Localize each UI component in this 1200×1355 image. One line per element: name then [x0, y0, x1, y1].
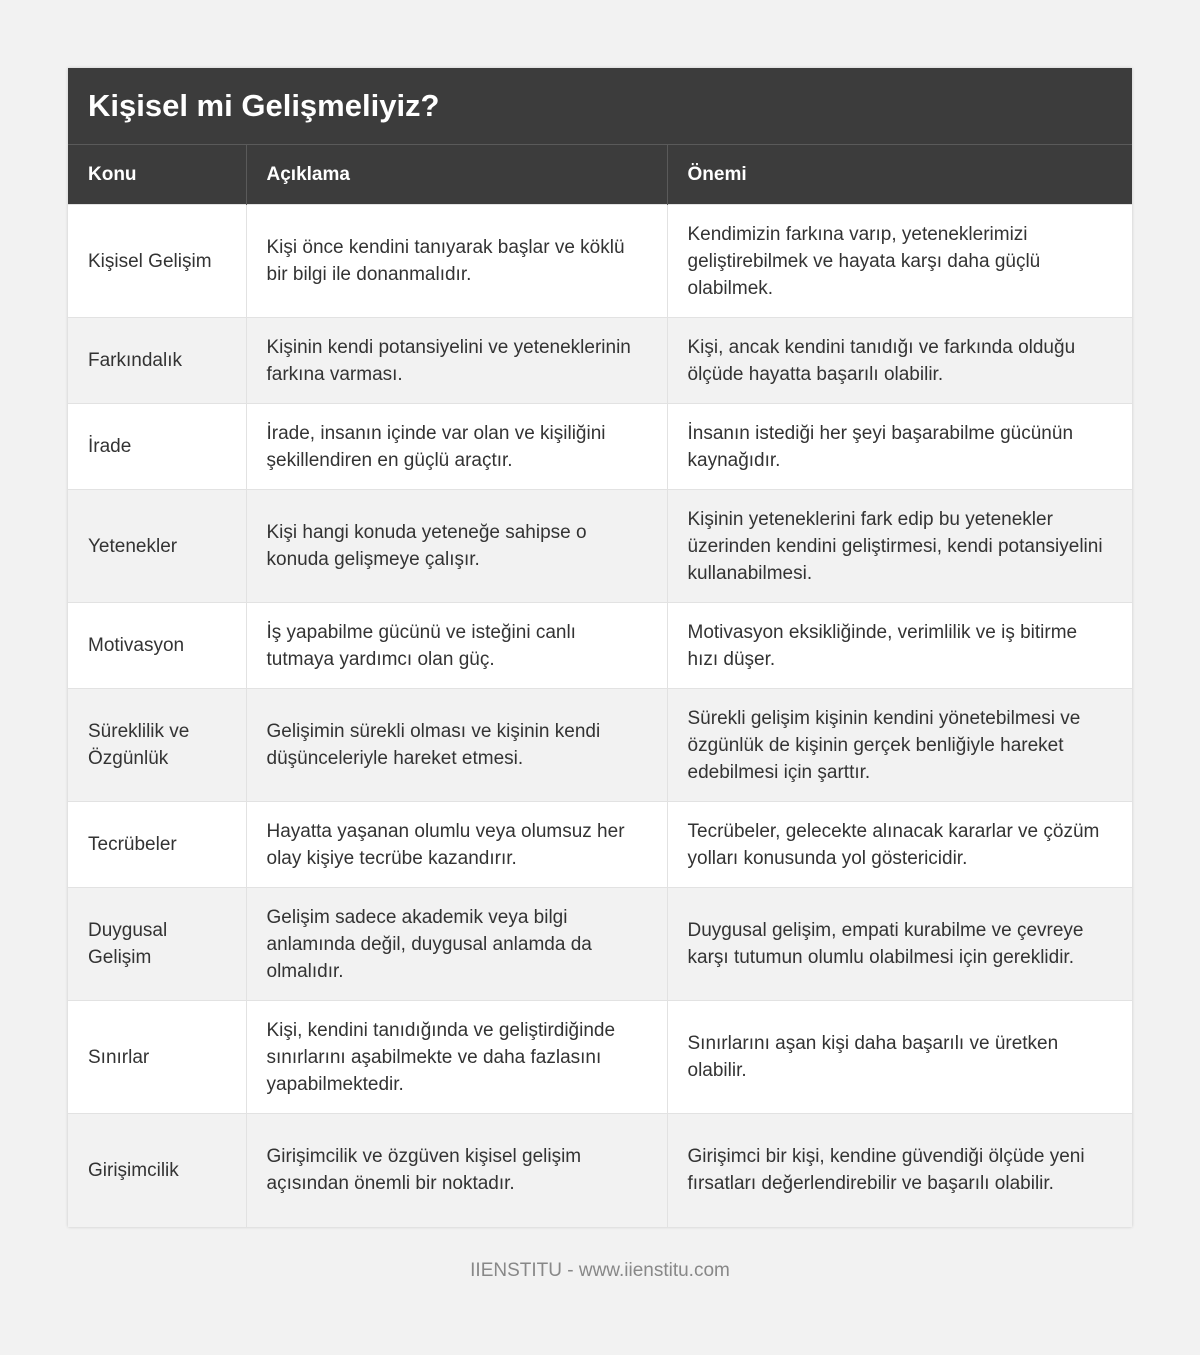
cell-onemi: İnsanın istediği her şeyi başarabilme gücünün kaynağıdır.: [667, 404, 1132, 490]
table-title: Kişisel mi Gelişmeliyiz?: [68, 68, 1132, 144]
cell-onemi: Sürekli gelişim kişinin kendini yönetebilmesi ve özgünlük de kişinin gerçek benliğiyle hareket edebilmesi için şarttır.: [667, 689, 1132, 802]
footer-credit: IIENSTITU - www.iienstitu.com: [470, 1260, 730, 1281]
table-header-row: [68, 145, 1132, 205]
cell-konu: İrade: [68, 404, 246, 490]
table-row: [68, 603, 1132, 689]
table-row: [68, 1001, 1132, 1114]
cell-aciklama: Kişinin kendi potansiyelini ve yeteneklerinin farkına varması.: [246, 318, 667, 404]
cell-onemi: Kişinin yeteneklerini fark edip bu yetenekler üzerinden kendini geliştirmesi, kendi potansiyelini kullanabilmesi.: [667, 490, 1132, 603]
table-row: [68, 404, 1132, 490]
table-row: [68, 205, 1132, 318]
cell-konu: Kişisel Gelişim: [68, 205, 246, 318]
cell-aciklama: Kişi hangi konuda yeteneğe sahipse o konuda gelişmeye çalışır.: [246, 490, 667, 603]
cell-onemi: Duygusal gelişim, empati kurabilme ve çevreye karşı tutumun olumlu olabilmesi için gereklidir.: [667, 888, 1132, 1001]
table-row: [68, 318, 1132, 404]
cell-konu: Girişimcilik: [68, 1114, 246, 1227]
cell-konu: Farkındalık: [68, 318, 246, 404]
table-row: [68, 490, 1132, 603]
cell-konu: Sınırlar: [68, 1001, 246, 1114]
table-row: [68, 689, 1132, 802]
cell-aciklama: İrade, insanın içinde var olan ve kişiliğini şekillendiren en güçlü araçtır.: [246, 404, 667, 490]
cell-aciklama: İş yapabilme gücünü ve isteğini canlı tutmaya yardımcı olan güç.: [246, 603, 667, 689]
cell-konu: Yetenekler: [68, 490, 246, 603]
table-row: [68, 1114, 1132, 1227]
column-header-konu: Konu: [68, 145, 246, 205]
cell-onemi: Kişi, ancak kendini tanıdığı ve farkında olduğu ölçüde hayatta başarılı olabilir.: [667, 318, 1132, 404]
cell-aciklama: Hayatta yaşanan olumlu veya olumsuz her olay kişiye tecrübe kazandırır.: [246, 802, 667, 888]
cell-onemi: Sınırlarını aşan kişi daha başarılı ve üretken olabilir.: [667, 1001, 1132, 1114]
cell-aciklama: Gelişimin sürekli olması ve kişinin kendi düşünceleriyle hareket etmesi.: [246, 689, 667, 802]
cell-aciklama: Girişimcilik ve özgüven kişisel gelişim açısından önemli bir noktadır.: [246, 1114, 667, 1227]
cell-onemi: Kendimizin farkına varıp, yeteneklerimizi geliştirebilmek ve hayata karşı daha güçlü olabilmek.: [667, 205, 1132, 318]
table-card: [68, 68, 1132, 1227]
column-header-aciklama: Açıklama: [246, 145, 667, 205]
cell-aciklama: Kişi önce kendini tanıyarak başlar ve köklü bir bilgi ile donanmalıdır.: [246, 205, 667, 318]
cell-onemi: Girişimci bir kişi, kendine güvendiği ölçüde yeni fırsatları değerlendirebilir ve başarılı olabilir.: [667, 1114, 1132, 1227]
cell-konu: Tecrübeler: [68, 802, 246, 888]
table-row: [68, 888, 1132, 1001]
cell-konu: Duygusal Gelişim: [68, 888, 246, 1001]
cell-aciklama: Kişi, kendini tanıdığında ve geliştirdiğinde sınırlarını aşabilmekte ve daha fazlasını yapabilmektedir.: [246, 1001, 667, 1114]
cell-aciklama: Gelişim sadece akademik veya bilgi anlamında değil, duygusal anlamda da olmalıdır.: [246, 888, 667, 1001]
cell-konu: Süreklilik ve Özgünlük: [68, 689, 246, 802]
table-row: [68, 802, 1132, 888]
cell-onemi: Tecrübeler, gelecekte alınacak kararlar ve çözüm yolları konusunda yol göstericidir.: [667, 802, 1132, 888]
data-table: [68, 144, 1132, 1227]
cell-konu: Motivasyon: [68, 603, 246, 689]
column-header-onemi: Önemi: [667, 145, 1132, 205]
cell-onemi: Motivasyon eksikliğinde, verimlilik ve iş bitirme hızı düşer.: [667, 603, 1132, 689]
